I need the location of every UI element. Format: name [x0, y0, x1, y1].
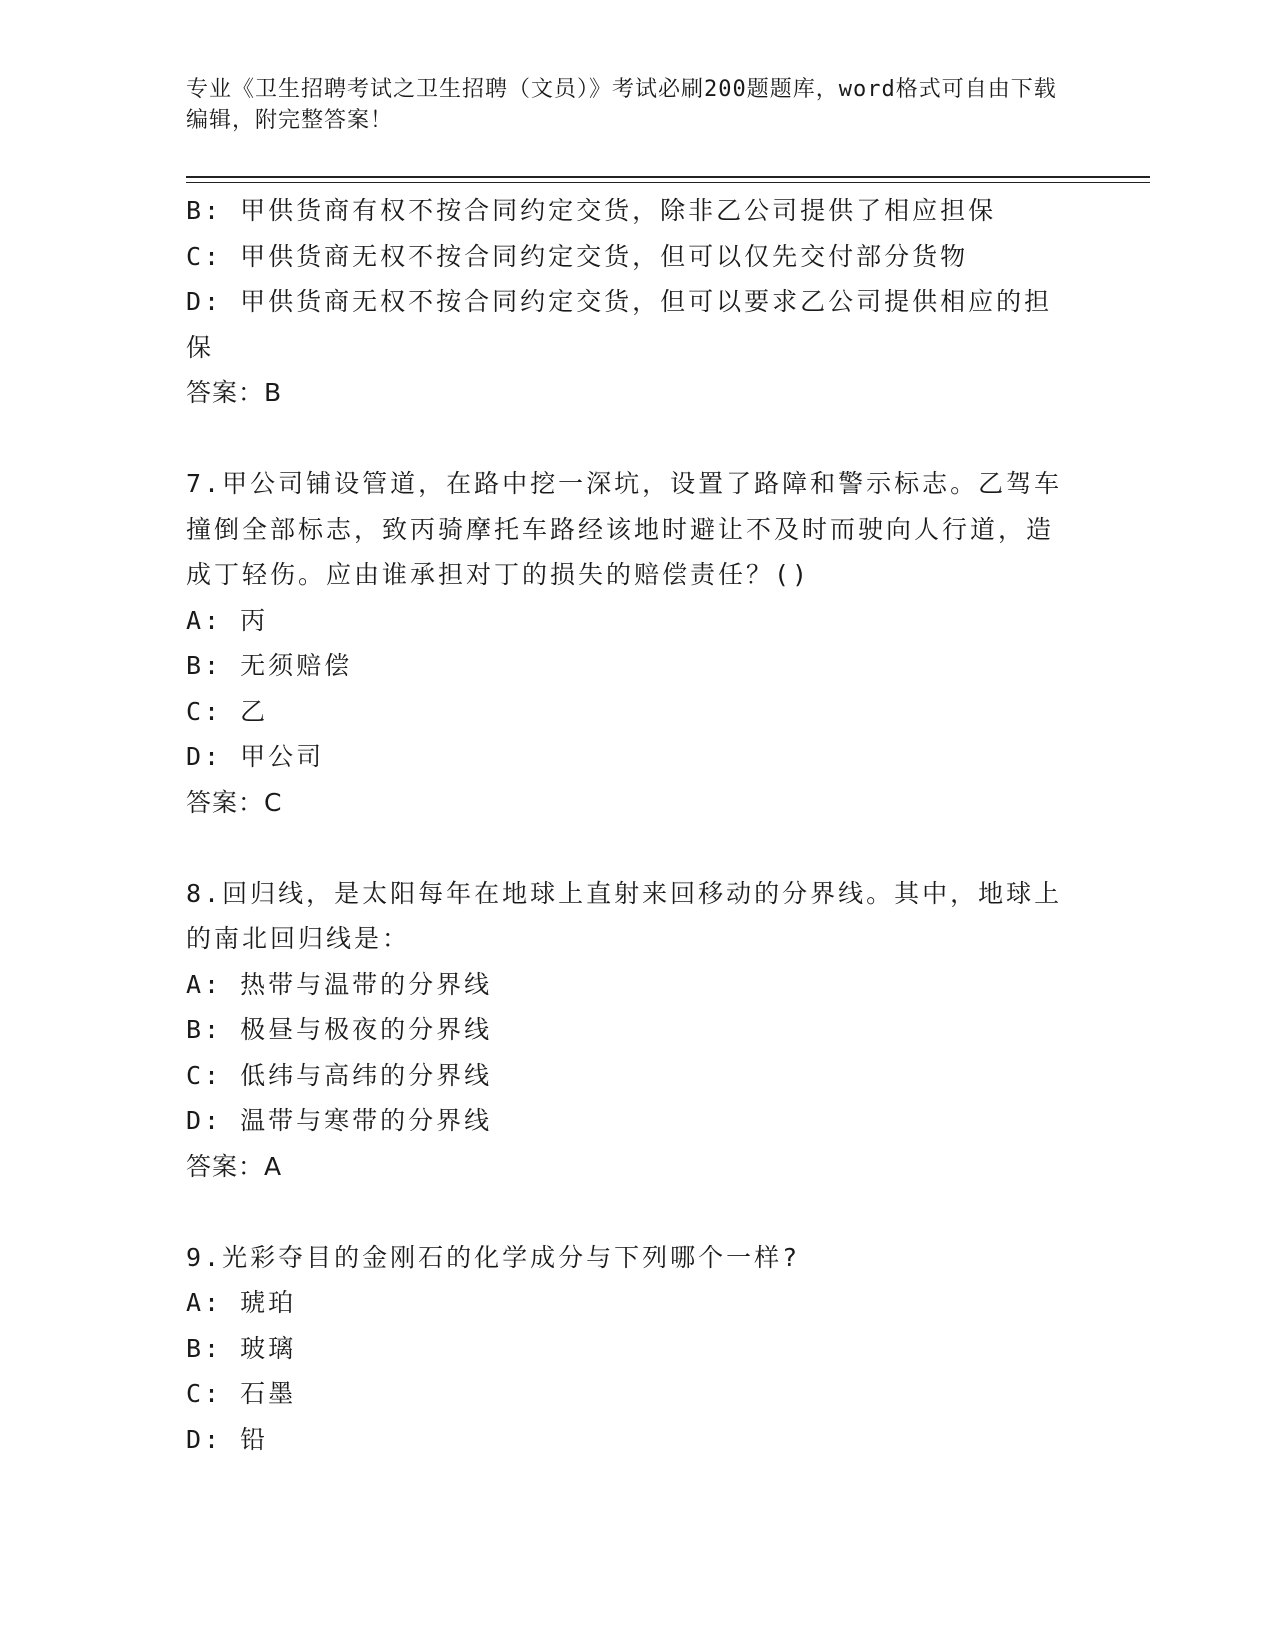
option-b: B: 玻璃 [186, 1333, 297, 1363]
option-a: A: 热带与温带的分界线 [186, 969, 493, 999]
option-d: D: 甲公司 [186, 742, 325, 771]
answer: 答案：B [186, 378, 283, 407]
question-6 [186, 188, 1076, 416]
document-header: 专业《卫生招聘考试之卫生招聘（文员）》考试必刷200题题库，word格式可自由下载编辑，附完整答案！ [186, 77, 1057, 133]
question-text: 8.回归线，是太阳每年在地球上直射来回移动的分界线。其中，地球上的南北回归线是： [186, 878, 1063, 953]
question-text: 9.光彩夺目的金刚石的化学成分与下列哪个一样? [186, 1242, 801, 1272]
option-c: C: 乙 [186, 696, 269, 726]
option-b: B: 极昼与极夜的分界线 [186, 1015, 493, 1044]
option-c: C: 石墨 [186, 1379, 297, 1408]
option-a: A: 琥珀 [186, 1288, 297, 1317]
question-8 [186, 871, 1076, 1190]
option-d: D: 甲供货商无权不按合同约定交货，但可以要求乙公司提供相应的担保 [186, 287, 1053, 362]
option-b: B: 无须赔偿 [186, 651, 353, 680]
header-rule-thin [186, 182, 1150, 183]
option-d: D: 铅 [186, 1424, 269, 1454]
answer: 答案：C [186, 787, 283, 817]
option-d: D: 温带与寒带的分界线 [186, 1106, 493, 1135]
answer: 答案：A [186, 1151, 283, 1181]
question-text: 7.甲公司铺设管道，在路中挖一深坑，设置了路障和警示标志。乙驾车撞倒全部标志，致丙骑摩托车路经该地时避让不及时而驶向人行道，造成丁轻伤。应由谁承担对丁的损失的赔偿责任？() [186, 469, 1063, 589]
header-rule-thick [186, 176, 1150, 178]
option-c: C: 低纬与高纬的分界线 [186, 1060, 493, 1090]
question-9 [186, 1235, 1076, 1463]
question-7 [186, 461, 1076, 825]
option-b: B: 甲供货商有权不按合同约定交货，除非乙公司提供了相应担保 [186, 196, 997, 225]
question-content [186, 188, 1076, 1462]
option-c: C: 甲供货商无权不按合同约定交货，但可以仅先交付部分货物 [186, 241, 969, 271]
option-a: A: 丙 [186, 605, 269, 635]
